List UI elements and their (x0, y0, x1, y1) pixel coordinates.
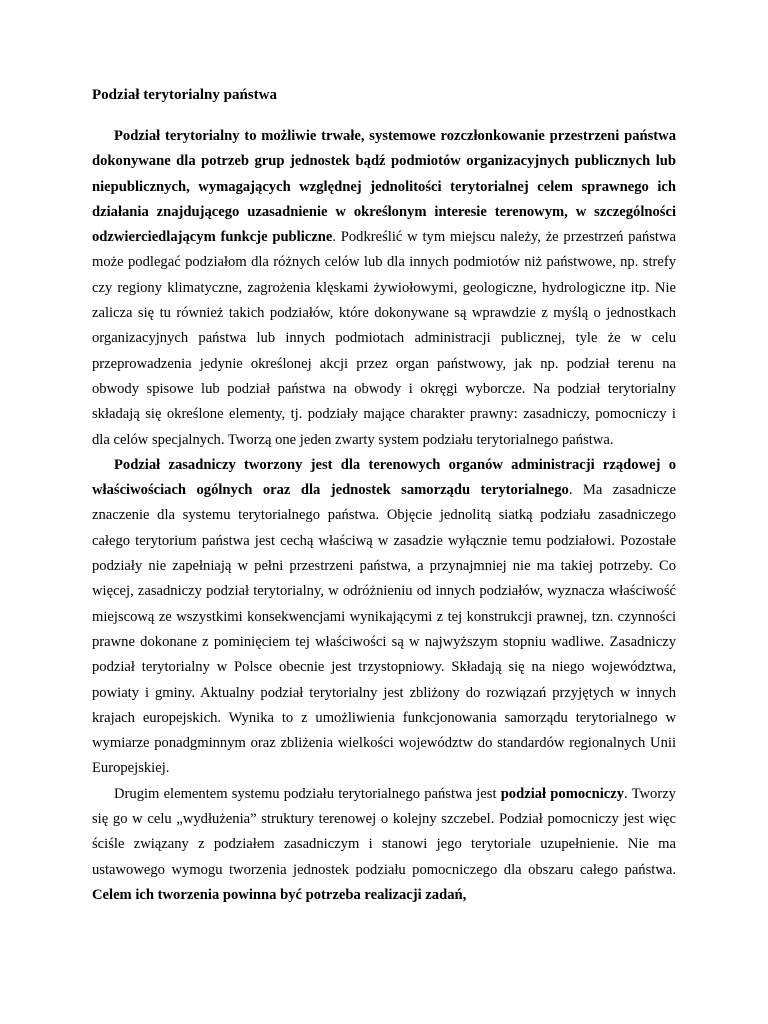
bold-term: podział pomocniczy (500, 785, 625, 802)
paragraph-text: . Podkreślić w tym miejscu należy, że przestrzeń państwa może podlegać podziałom dla różnych celów lub dla innych podmiotów niż państwowe, np. strefy czy regiony klimatyczne, zagrożenia klęskami żywiołowymi, geologiczne, hydrologiczne itp. Nie zalicza się tu również takich podziałów, które dokonywane są wprawdzie z myślą o jednostkach organizacyjnych państwa lub innych podmiotach administracji publicznej, tyle że w celu przeprowadzenia jedynie określonej akcji przez organ państwowy, jak np. podział terenu na obwody spisowe lub podział państwa na obwody i okręgi wyborcze. Na podział terytorialny składają się określone elementy, tj. podziały mające charakter prawny: zasadniczy, pomocniczy i dla celów specjalnych. Tworzą one jeden zwarty system podziału terytorialnego państwa. (92, 229, 676, 448)
bold-definition: Podział zasadniczy tworzony jest dla terenowych organów administracji rządowej o właściwościach ogólnych oraz dla jednostek samorządu terytorialnego (92, 456, 676, 499)
paragraph-text: Drugim elementem systemu podziału terytorialnego państwa jest (114, 785, 501, 802)
bold-definition: Podział terytorialny to możliwie trwałe, systemowe rozczłonkowanie przestrzeni państwa dokonywane dla potrzeb grup jednostek bądź podmiotów organizacyjnych publicznych lub niepublicznych, wymagających względnej jednolitości terytorialnej celem sprawnego ich działania znajdującego uzasadnienie w określonym interesie terenowym, w szczególności odzwierciedlającym funkcje publiczne (92, 128, 676, 246)
paragraph-basic-division (92, 453, 676, 782)
paragraph-text: . Ma zasadnicze znaczenie dla systemu terytorialnego państwa. Objęcie jednolitą siatką podziału zasadniczego całego terytorium państwa jest cechą właściwą w zasadzie wyłącznie temu podziałowi. Pozostałe podziały nie zapełniają w pełni przestrzeni państwa, a przynajmniej nie ma takiej potrzeby. Co więcej, zasadniczy podział terytorialny, w odróżnieniu od innych podziałów, wyznacza właściwość miejscową ze wszystkimi konsekwencjami wynikającymi z tej konstrukcji prawnej, tzn. czynności prawne dokonane z pominięciem tej właściwości są w najwyższym stopniu wadliwe. Zasadniczy podział terytorialny w Polsce obecnie jest trzystopniowy. Składają się na niego województwa, powiaty i gminy. Aktualny podział terytorialny jest zbliżony do rozwiązań przyjętych w innych krajach europejskich. Wynika to z umożliwienia funkcjonowania samorządu terytorialnego w wymiarze ponadgminnym oraz zbliżenia wielkości województw do standardów regionalnych Unii Europejskiej. (92, 482, 676, 777)
paragraph-auxiliary-division (92, 782, 676, 908)
document-title: Podział terytorialny państwa (92, 87, 277, 103)
document-body (92, 124, 676, 908)
paragraph-text: . Tworzy się go w celu „wydłużenia” struktury terenowej o kolejny szczebel. Podział pomocniczy jest więc ściśle związany z podziałem zasadniczym i stanowi jego terytoriale uzupełnienie. Nie ma ustawowego wymogu tworzenia jednostek podziału pomocniczego dla obszaru całego państwa. (92, 785, 676, 878)
paragraph-territorial-division (92, 124, 676, 453)
bold-sentence: Celem ich tworzenia powinna być potrzeba realizacji zadań, (92, 886, 467, 903)
